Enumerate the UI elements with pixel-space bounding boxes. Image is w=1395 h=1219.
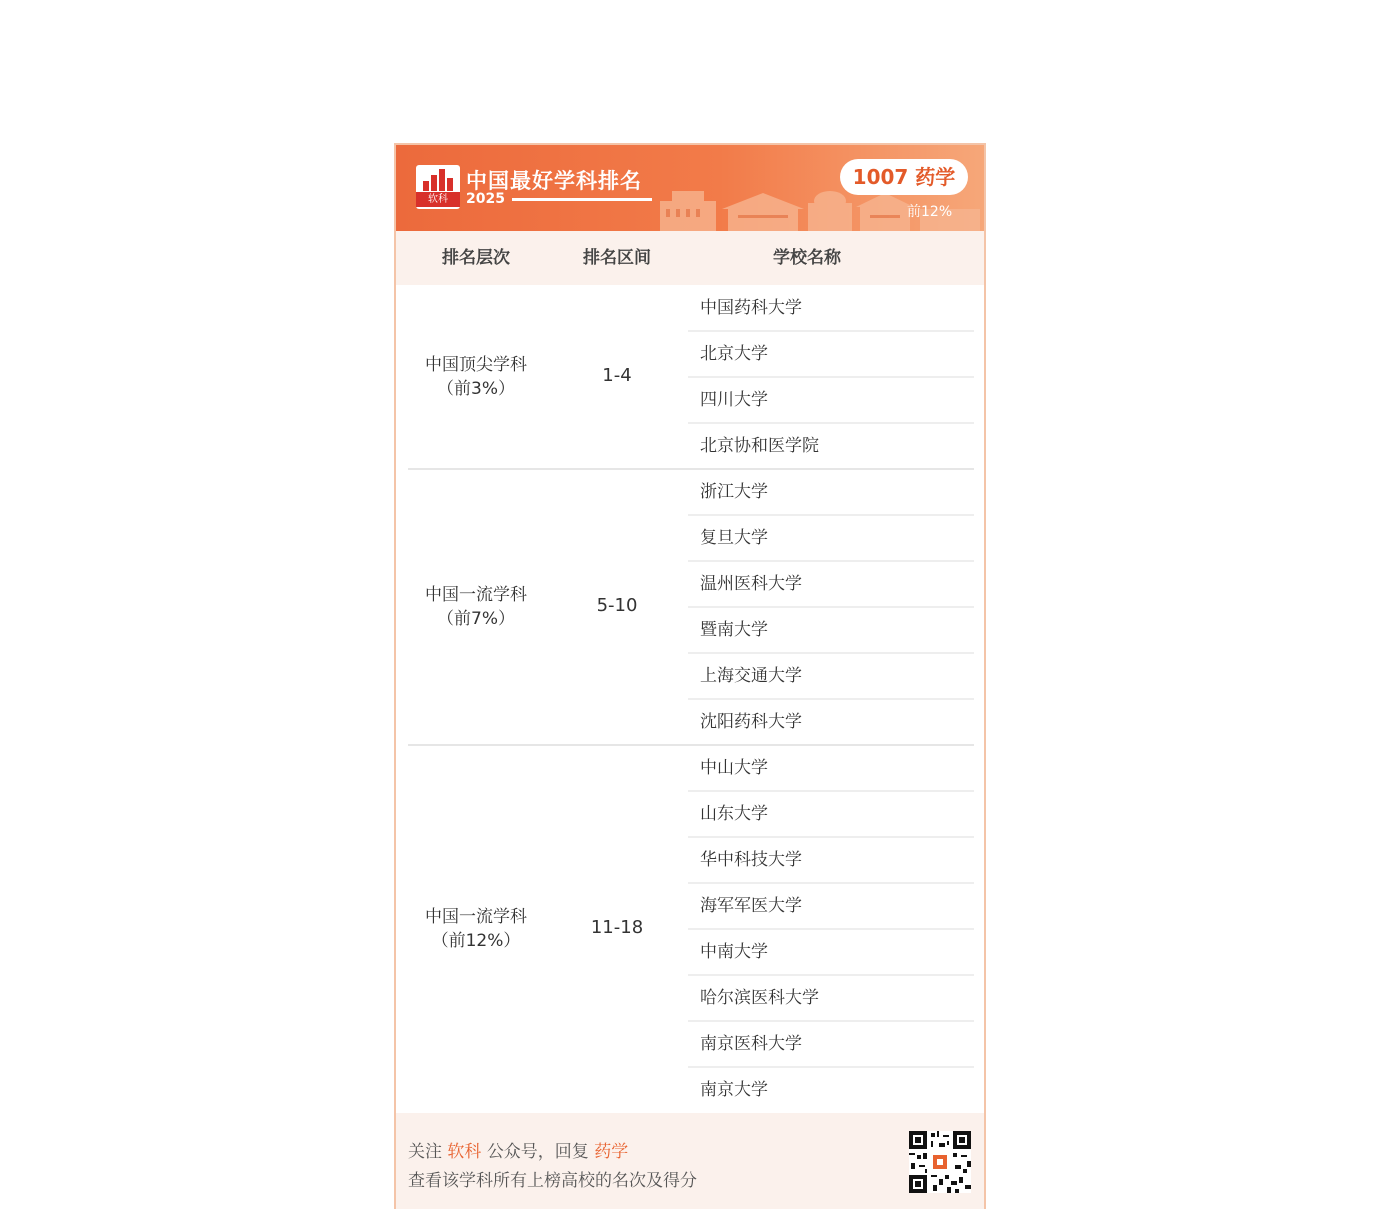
subject-tag: 1007 药学 (840, 159, 968, 195)
school-name: 北京大学 (700, 344, 768, 364)
banner-year: 2025 (466, 191, 505, 207)
school-name: 中南大学 (700, 942, 768, 962)
school-name: 华中科技大学 (700, 850, 802, 870)
school-name: 海军军医大学 (700, 896, 802, 916)
rank-range: 11-18 (590, 917, 644, 938)
header-banner (396, 145, 984, 231)
tier-label (396, 905, 556, 953)
school-name: 浙江大学 (700, 482, 768, 502)
tier-group (396, 745, 984, 1113)
school-name: 四川大学 (700, 390, 768, 410)
school-name: 哈尔滨医科大学 (700, 988, 819, 1008)
banner-title: 中国最好学科排名 (466, 169, 642, 193)
tier-percent: （前7%） (437, 609, 515, 629)
percent-label: 前12% (907, 204, 953, 220)
tier-percent: （前12%） (431, 931, 521, 951)
tier-percent: （前3%） (437, 379, 515, 399)
footer-description: 查看该学科所有上榜高校的名次及得分 (408, 1171, 697, 1191)
footer-follow-line (408, 1137, 628, 1162)
school-name: 南京大学 (700, 1080, 768, 1100)
tier-label (396, 583, 556, 631)
rank-range: 5-10 (596, 595, 638, 616)
logo-text: 软科 (416, 192, 460, 207)
school-name: 中山大学 (700, 758, 768, 778)
tier-group (396, 469, 984, 745)
school-name: 山东大学 (700, 804, 768, 824)
tier-group (396, 285, 984, 469)
footer-mid: 公众号，回复 (486, 1142, 589, 1162)
header-school: 学校名称 (773, 248, 841, 268)
school-name: 北京协和医学院 (700, 436, 819, 456)
tier-name: 中国顶尖学科 (425, 355, 527, 375)
school-name: 沈阳药科大学 (700, 712, 802, 732)
tier-label (396, 353, 556, 401)
tier-name: 中国一流学科 (425, 585, 527, 605)
tier-name: 中国一流学科 (425, 907, 527, 927)
qr-code-icon[interactable] (909, 1131, 971, 1193)
footer-brand: 软科 (447, 1142, 482, 1162)
school-name: 上海交通大学 (700, 666, 802, 686)
ranking-logo-icon (416, 165, 460, 209)
footer-keyword: 药学 (594, 1142, 629, 1162)
rank-range: 1-4 (602, 365, 632, 386)
table-header (396, 231, 984, 285)
title-underline (512, 198, 652, 201)
ranking-card (394, 143, 986, 1209)
school-name: 复旦大学 (700, 528, 768, 548)
footer (396, 1113, 984, 1209)
school-name: 南京医科大学 (700, 1034, 802, 1054)
school-name: 温州医科大学 (700, 574, 802, 594)
header-tier: 排名层次 (442, 248, 510, 268)
school-name: 中国药科大学 (700, 298, 802, 318)
school-name: 暨南大学 (700, 620, 768, 640)
header-range: 排名区间 (583, 248, 651, 268)
footer-prefix: 关注 (408, 1142, 442, 1162)
